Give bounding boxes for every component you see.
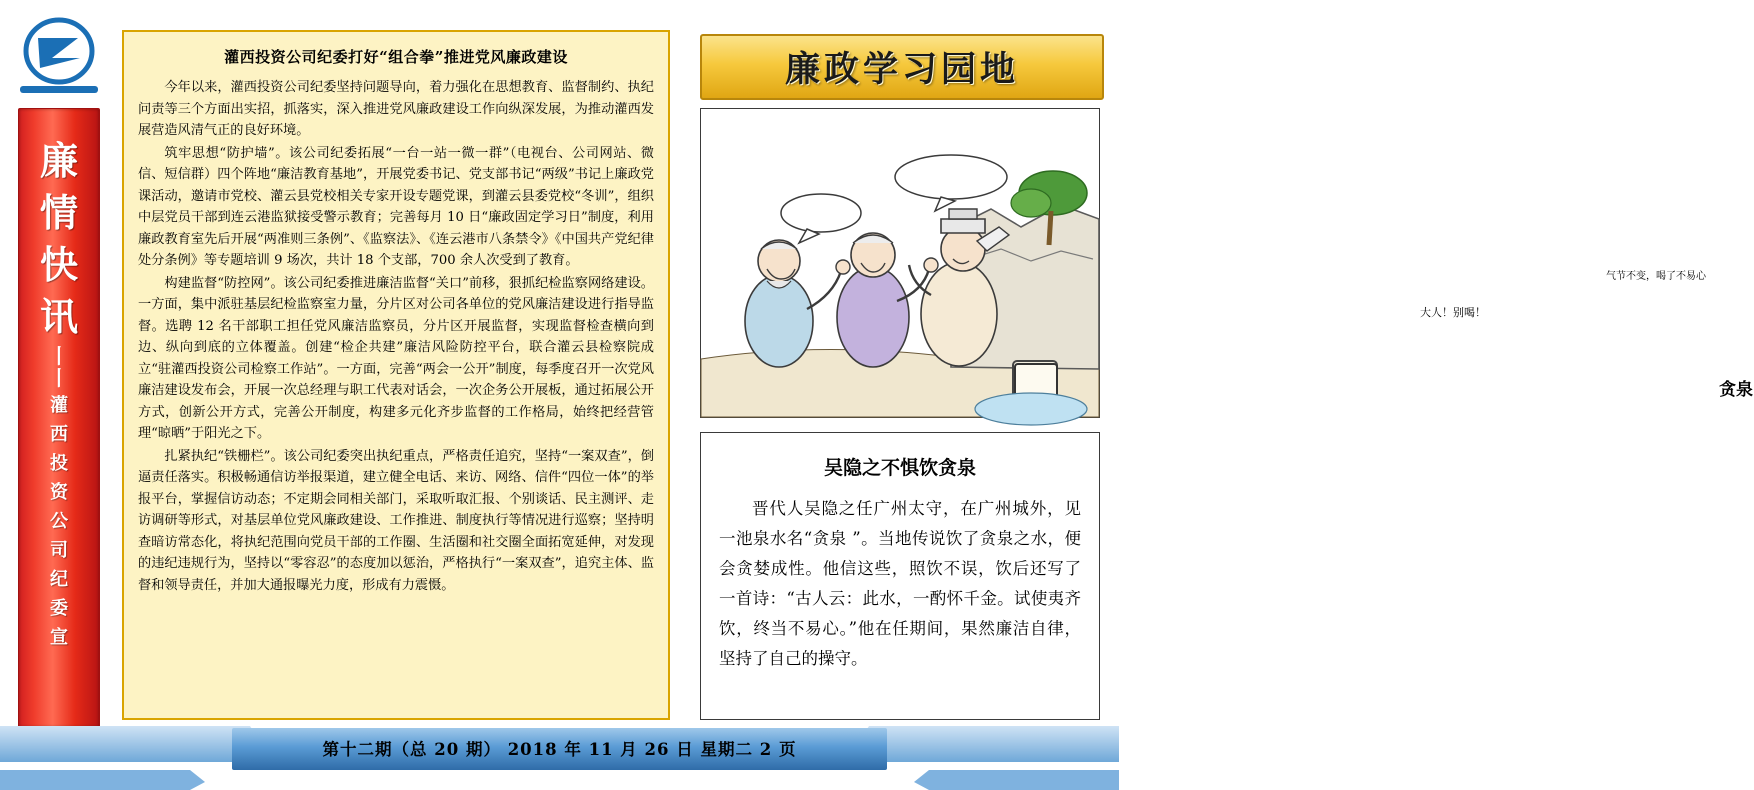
banner-sub-char: 资 [50, 482, 68, 503]
cartoon-sign-text: 贪泉 [1719, 380, 1753, 400]
banner-sub-char: 司 [50, 540, 68, 561]
footer-text: 第十二期（总 20 期） 2018 年 11 月 26 日 星期二 2 页 [322, 740, 797, 759]
banner-sub-char: 灌 [50, 395, 68, 416]
banner-sub-char: 投 [50, 453, 68, 474]
banner-dash: 丨 丨 [49, 344, 69, 390]
story-text: 晋代人吴隐之任广州太守，在广州城外，见一池泉水名“贪泉 ”。当地传说饮了贪泉之水，便会贪婪成性。他信这些，照饮不误，饮后还写了一首诗：“古人云：此水，一酌怀千金。试使夷齐饮，终当不易心。”他在任期间，果然廉洁自律，坚持了自己的操守。 [719, 499, 1081, 668]
story-title: 吴隐之不惧饮贪泉 [823, 457, 976, 479]
section-banner-label: 廉政学习园地 [784, 49, 1019, 90]
banner-title-char: 快 [39, 242, 78, 287]
cartoon-bubble-right: 气节不变，喝了不易心 [1606, 271, 1706, 282]
article-paragraph: 今年以来，灌西投资公司纪委坚持问题导向，着力强化在思想教育、监督制约、执纪问责等三个方面出实招，抓落实，深入推进党风廉政建设工作向纵深发展，为推动灌西发展营造风清气正的良好环境。 [138, 80, 654, 138]
article-title: 灌西投资公司纪委打好“组合拳”推进党风廉政建设 [224, 48, 568, 66]
story-box [700, 432, 1100, 720]
banner-sub-char: 纪 [50, 569, 68, 590]
banner-sub-char: 委 [50, 598, 68, 619]
article-paragraph: 构建监督“防控网”。该公司纪委推进廉洁监督“关口”前移，狠抓纪检监察网络建设。一方面，集中派驻基层纪检监察室力量，分片区对公司各单位的党风廉洁建设进行指导监督。选聘 12 名干部职工担任党风廉洁监察员，分片区开展监督，实现监督检查横向到边、纵向到底的立体覆盖。创建“检企共建”廉洁风险防控平台，联合灌云县检察院成立“驻灌西投资公司检察工作站”。一方面，完善“两会一公开”制度，每季度召开一次党风廉洁建设发布会，开展一次总经理与职工代表对话会，一次企务公开展板，通过拓展公开方式，创新公开方式，完善公开制度，构建多元化齐步监督的工作格局，始终把经营管理“晾晒”于阳光之下。 [138, 275, 654, 441]
banner-sub-char: 公 [50, 511, 68, 532]
article-paragraph: 扎紧执纪“铁栅栏”。该公司纪委突出执纪重点，严格责任追究，坚持“一案双查”，倒逼责任落实。积极畅通信访举报渠道，建立健全电话、来访、网络、信件“四位一体”的举报平台，掌握信访动态；不定期会同相关部门，采取听取汇报、个别谈话、民主测评、走访调研等形式，对基层单位党风廉政建设、工作推进、制度执行等情况进行巡察；坚持明查暗访常态化，将执纪范围向党员干部的工作圈、生活圈和社交圈全面拓宽延伸，对发现的违纪违规行为，坚持以“零容忍”的态度加以惩治，严格执行“一案双查”，追究主体、监督和领导责任，并加大通报曝光力度，形成有力震慑。 [138, 448, 654, 593]
banner-title-char: 讯 [39, 294, 78, 339]
section-banner-title [700, 34, 1104, 100]
left-red-banner [18, 108, 100, 728]
banner-title-char: 情 [39, 190, 78, 235]
cartoon-illustration [700, 108, 1753, 418]
cartoon-bubble-left: 大人！别喝！ [1420, 306, 1486, 319]
banner-sub-char: 西 [50, 424, 68, 445]
banner-title-char: 廉 [39, 138, 78, 183]
main-article [122, 30, 670, 720]
article-paragraph: 筑牢思想“防护墙”。该公司纪委拓展“一台一站一微一群”（电视台、公司网站、微信、短信群）四个阵地“廉洁教育基地”，开展党委书记、党支部书记“两级”书记上廉政党课活动，邀请市党校、灌云县党校相关专家开设专题党课，到灌云县委党校“冬训”，组织中层党员干部到连云港监狱接受警示教育；完善每月 10 日“廉政固定学习日”制度，利用廉政教育室先后开展“两准则三条例”、《监察法》、《连云港市八条禁令》《中国共产党纪律处分条例》等专题培训 9 场次，共计 18 个支部，700 余人次受到了教育。 [138, 145, 654, 268]
company-logo [18, 18, 100, 96]
banner-sub-char: 宣 [50, 627, 68, 648]
